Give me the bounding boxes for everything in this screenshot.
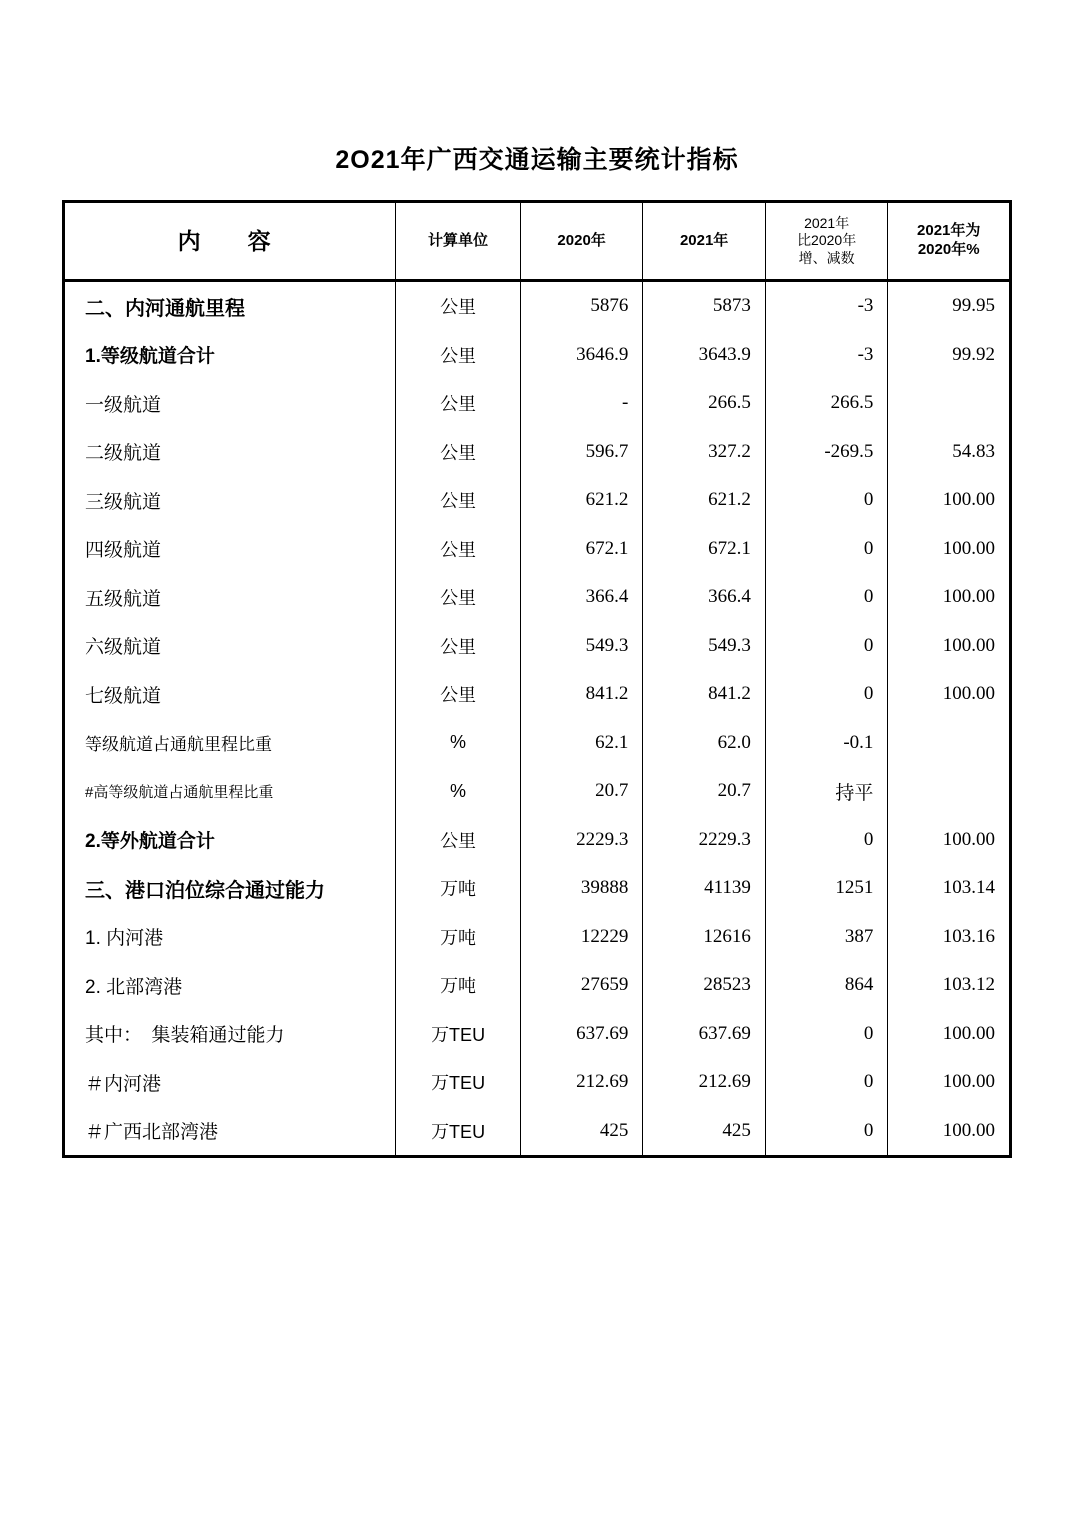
row-difference: 0 [765, 1010, 888, 1059]
row-unit: 万吨 [396, 864, 521, 913]
statistics-table [62, 200, 1012, 1158]
table-row [64, 281, 1011, 331]
row-percent [888, 767, 1011, 816]
row-value-2020: 366.4 [520, 573, 643, 622]
row-value-2021: 28523 [643, 961, 766, 1010]
row-label: 三、港口泊位综合通过能力 [64, 864, 396, 913]
row-label: ＃内河港 [64, 1058, 396, 1107]
row-percent [888, 379, 1011, 428]
percent-header-line2: 2020年% [917, 241, 980, 258]
row-unit: 公里 [396, 428, 521, 477]
row-difference: 387 [765, 913, 888, 962]
table-row [64, 428, 1011, 477]
row-difference: 0 [765, 622, 888, 671]
row-label: 二级航道 [64, 428, 396, 477]
row-percent: 103.16 [888, 913, 1011, 962]
table-row [64, 1107, 1011, 1157]
difference-header-line1: 2021年 [804, 214, 850, 231]
table-row [64, 379, 1011, 428]
row-percent: 100.00 [888, 1107, 1011, 1157]
table-row [64, 525, 1011, 574]
row-value-2020: 5876 [520, 281, 643, 331]
row-difference: -3 [765, 281, 888, 331]
column-header-content: 内 容 [64, 202, 396, 281]
row-unit: 万TEU [396, 1010, 521, 1059]
table-row [64, 331, 1011, 380]
row-unit: % [396, 719, 521, 768]
row-value-2020: - [520, 379, 643, 428]
row-difference: 0 [765, 816, 888, 865]
row-percent: 100.00 [888, 1058, 1011, 1107]
row-value-2021: 3643.9 [643, 331, 766, 380]
row-value-2020: 27659 [520, 961, 643, 1010]
row-label: 七级航道 [64, 670, 396, 719]
row-value-2020: 2229.3 [520, 816, 643, 865]
row-unit: 公里 [396, 622, 521, 671]
table-row [64, 961, 1011, 1010]
row-percent: 100.00 [888, 622, 1011, 671]
row-unit: 万TEU [396, 1107, 521, 1157]
row-value-2021: 41139 [643, 864, 766, 913]
row-value-2020: 62.1 [520, 719, 643, 768]
row-percent: 103.12 [888, 961, 1011, 1010]
row-percent: 100.00 [888, 816, 1011, 865]
row-difference: 0 [765, 1058, 888, 1107]
row-label: 六级航道 [64, 622, 396, 671]
row-value-2021: 637.69 [643, 1010, 766, 1059]
row-value-2020: 3646.9 [520, 331, 643, 380]
table-body [64, 281, 1011, 1157]
row-value-2021: 621.2 [643, 476, 766, 525]
row-difference: 0 [765, 525, 888, 574]
row-difference: 0 [765, 476, 888, 525]
row-label: 2.等外航道合计 [64, 816, 396, 865]
page-title: 2O21年广西交通运输主要统计指标 [335, 146, 739, 174]
table-row [64, 573, 1011, 622]
row-value-2020: 20.7 [520, 767, 643, 816]
row-unit: % [396, 767, 521, 816]
row-value-2020: 672.1 [520, 525, 643, 574]
column-header-2021: 2021年 [643, 202, 766, 281]
row-unit: 公里 [396, 816, 521, 865]
row-value-2021: 266.5 [643, 379, 766, 428]
row-label: 1. 内河港 [64, 913, 396, 962]
table-header [64, 202, 1011, 281]
row-unit: 公里 [396, 525, 521, 574]
row-difference: 266.5 [765, 379, 888, 428]
table-row [64, 1010, 1011, 1059]
row-unit: 万TEU [396, 1058, 521, 1107]
column-header-difference [765, 202, 888, 281]
row-value-2020: 621.2 [520, 476, 643, 525]
column-header-percent [888, 202, 1011, 281]
row-value-2021: 672.1 [643, 525, 766, 574]
row-value-2021: 2229.3 [643, 816, 766, 865]
row-percent: 100.00 [888, 573, 1011, 622]
table-row [64, 719, 1011, 768]
row-unit: 万吨 [396, 913, 521, 962]
row-unit: 公里 [396, 379, 521, 428]
table-row [64, 622, 1011, 671]
row-label: 1.等级航道合计 [64, 331, 396, 380]
percent-header-line1: 2021年为 [917, 222, 981, 240]
row-value-2020: 841.2 [520, 670, 643, 719]
row-value-2020: 12229 [520, 913, 643, 962]
row-value-2021: 366.4 [643, 573, 766, 622]
row-value-2021: 5873 [643, 281, 766, 331]
column-header-unit: 计算单位 [396, 202, 521, 281]
table-row [64, 767, 1011, 816]
row-value-2020: 39888 [520, 864, 643, 913]
row-percent: 100.00 [888, 476, 1011, 525]
row-unit: 万吨 [396, 961, 521, 1010]
row-value-2020: 549.3 [520, 622, 643, 671]
row-value-2020: 637.69 [520, 1010, 643, 1059]
row-unit: 公里 [396, 670, 521, 719]
difference-header-line3: 增、减数 [798, 249, 855, 266]
row-percent: 103.14 [888, 864, 1011, 913]
row-label: 2. 北部湾港 [64, 961, 396, 1010]
row-label: 其中： 集装箱通过能力 [64, 1010, 396, 1059]
row-difference: 0 [765, 573, 888, 622]
row-unit: 公里 [396, 476, 521, 525]
row-percent [888, 719, 1011, 768]
row-value-2021: 20.7 [643, 767, 766, 816]
table-row [64, 864, 1011, 913]
row-difference: 持平 [765, 767, 888, 816]
row-value-2021: 425 [643, 1107, 766, 1157]
row-percent: 54.83 [888, 428, 1011, 477]
row-unit: 公里 [396, 331, 521, 380]
row-value-2020: 212.69 [520, 1058, 643, 1107]
table-row [64, 476, 1011, 525]
difference-header-line2: 比2020年 [797, 232, 857, 249]
row-value-2021: 12616 [643, 913, 766, 962]
row-unit: 公里 [396, 281, 521, 331]
row-percent: 99.92 [888, 331, 1011, 380]
table-row [64, 913, 1011, 962]
row-difference: 864 [765, 961, 888, 1010]
row-value-2021: 841.2 [643, 670, 766, 719]
row-difference: 0 [765, 1107, 888, 1157]
row-label: 五级航道 [64, 573, 396, 622]
row-percent: 100.00 [888, 525, 1011, 574]
row-value-2021: 549.3 [643, 622, 766, 671]
row-difference: 1251 [765, 864, 888, 913]
row-label: 四级航道 [64, 525, 396, 574]
row-value-2021: 62.0 [643, 719, 766, 768]
row-unit: 公里 [396, 573, 521, 622]
row-difference: -3 [765, 331, 888, 380]
row-value-2020: 425 [520, 1107, 643, 1157]
row-label: 三级航道 [64, 476, 396, 525]
row-value-2021: 212.69 [643, 1058, 766, 1107]
column-header-2020: 2020年 [520, 202, 643, 281]
row-label: ＃广西北部湾港 [64, 1107, 396, 1157]
row-percent: 100.00 [888, 1010, 1011, 1059]
row-label: 一级航道 [64, 379, 396, 428]
row-label: 二、内河通航里程 [64, 281, 396, 331]
table-row [64, 670, 1011, 719]
row-label: #高等级航道占通航里程比重 [64, 767, 396, 816]
row-label: 等级航道占通航里程比重 [64, 719, 396, 768]
row-difference: -0.1 [765, 719, 888, 768]
row-percent: 99.95 [888, 281, 1011, 331]
table-row [64, 1058, 1011, 1107]
row-difference: 0 [765, 670, 888, 719]
row-value-2021: 327.2 [643, 428, 766, 477]
table-row [64, 816, 1011, 865]
row-percent: 100.00 [888, 670, 1011, 719]
row-value-2020: 596.7 [520, 428, 643, 477]
row-difference: -269.5 [765, 428, 888, 477]
